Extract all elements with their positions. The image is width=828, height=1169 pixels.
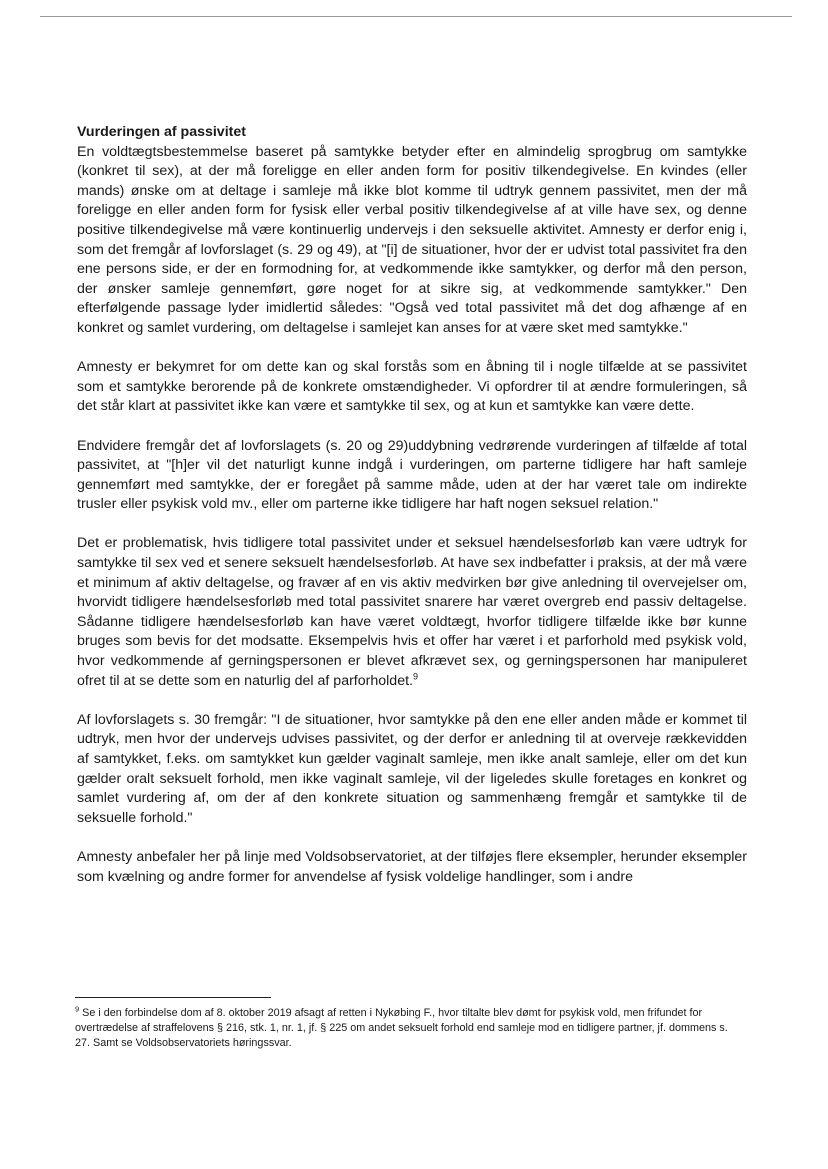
footnote-text: Se i den forbindelse dom af 8. oktober 2019 afsagt af retten i Nykøbing F., hvor tiltalte blev dømt for psykisk vold, men frifundet for overtrædelse af straffelovens § 216, stk. 1, nr. 1, jf. § 225 om andet seksuelt forhold end samleje mod en tidligere partner, jf. dommens s. 27. Samt se Voldsobservatoriets høringssvar.: [75, 1007, 728, 1050]
footnote-separator: [75, 997, 271, 998]
paragraph-5: Af lovforslagets s. 30 fremgår: "I de situationer, hvor samtykke på den ene eller anden måde er kommet til udtryk, men hvor der undervejs udvises passivitet, og der derfor er anledning til at overveje rækkevidden af samtykket, f.eks. om samtykket kun gælder vaginalt samleje, men ikke analt samleje, eller om det kun gælder oralt seksuelt forhold, men ikke vaginalt samleje, vil der ligeledes skulle foretages en konkret og samlet vurdering af, om der af den konkrete situation og sammenhæng fremgår et samtykke til de seksuelle forhold.": [77, 711, 747, 826]
paragraph-6: Amnesty anbefaler her på linje med Voldsobservatoriet, at der tilføjes flere eksempler, herunder eksempler som kvælning og andre former for anvendelse af fysisk voldelige handlinger, som i andre: [77, 848, 747, 885]
footnote-marker: 9: [75, 1004, 80, 1014]
page-top-rule: [40, 16, 792, 17]
footnote: [75, 1006, 735, 1052]
paragraph-4: [77, 534, 747, 691]
paragraph-1: En voldtægtsbestemmelse baseret på samtykke betyder efter en almindelig sprogbrug om samtykke (konkret til sex), at der må foreligge en eller anden form for positiv tilkendegivelse. En kvindes (eller mands) ønske om at deltage i samleje må ikke blot komme til udtryk gennem passivitet, men der må foreligge en eller anden form for fysisk eller verbal positiv tilkendegivelse af at ville have sex, og denne positive tilkendegivelse må være kontinuerlig undervejs i den seksuelle aktivitet. Amnesty er derfor enig i, som det fremgår af lovforslaget (s. 29 og 49), at "[i] de situationer, hvor der er udvist total passivitet fra den ene persons side, er der en formodning for, at vedkommende ikke samtykker, og derfor må den person, der ønsker samleje gennemført, gøre noget for at sikre sig, at vedkommende samtykker." Den efterfølgende passage lyder imidlertid således: "Også ved total passivitet må det dog afhænge af en konkret og samlet vurdering, om deltagelse i samlejet kan anses for at være sket med samtykke.": [77, 143, 747, 336]
paragraph-4-text: Det er problematisk, hvis tidligere total passivitet under et seksuel hændelsesforløb kan være udtryk for samtykke til sex ved et senere seksuelt hændelsesforløb. At have sex indbefatter i praksis, at der må være et minimum af aktiv deltagelse, og fravær af en vis aktiv medvirken bør give anledning til overvejelser om, hvorvidt tidligere hændelsesforløb med total passivitet snarere har været overgreb end passiv deltagelse. Sådanne tidligere hændelsesforløb kan have været voldtægt, hvorfor tidligere tilfælde ikke bør kunne bruges som bevis for det modsatte. Eksempelvis hvis et offer har været i et parforhold med psykisk vold, hvor vedkommende af gerningspersonen er blevet afkrævet sex, og gerningspersonen har manipuleret ofret til at se dette som en naturlig del af parforholdet.: [77, 535, 747, 689]
document-body: [77, 123, 747, 907]
footnote-reference[interactable]: 9: [412, 670, 418, 681]
paragraph-2: Amnesty er bekymret for om dette kan og skal forstås som en åbning til i nogle tilfælde at se passivitet som et samtykke berorende på de konkrete omstændigheder. Vi opfordrer til at ændre formuleringen, så det står klart at passivitet ikke kan være et samtykke til sex, og at kun et samtykke kan være dette.: [77, 359, 747, 415]
section-heading: Vurderingen af passivitet: [77, 124, 246, 140]
paragraph-3: Endvidere fremgår det af lovforslagets (s. 20 og 29)uddybning vedrørende vurderingen af tilfælde af total passivitet, at "[h]er vil det naturligt kunne indgå i vurderingen, om parterne tidligere har haft samleje gennemført med samtykke, der er foregået på samme måde, uden at der har været tale om indirekte trusler eller psykisk vold mv., eller om parterne ikke tidligere har haft nogen seksuel relation.": [77, 437, 747, 513]
